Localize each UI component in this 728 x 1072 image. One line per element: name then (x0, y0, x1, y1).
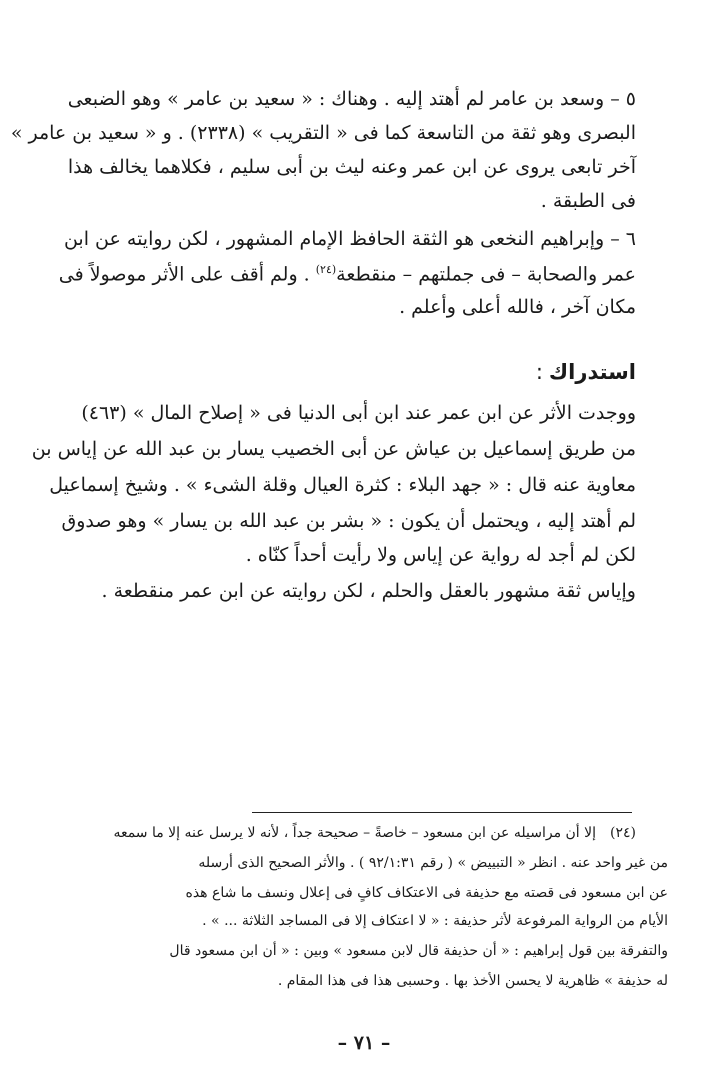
body-line-6-tail: . ولم أقف على الأثر موصولاً فى (58, 263, 310, 286)
body-line-2: البصرى وهو ثقة من التاسعة كما فى « التقريب » (٢٣٣٨) . و « سعيد بن عامر » (10, 122, 636, 144)
footnote-line-1 (113, 826, 636, 840)
body-line-6 (59, 264, 636, 284)
footnote-line-2: من غير واحد عنه . انظر « التبييض » ( رقم ٩٢/١:٣١ ) . والأثر الصحيح الذى أرسله (198, 855, 668, 871)
section-line-1: ووجدت الأثر عن ابن عمر عند ابن أبى الدنيا فى « إصلاح المال » (٤٦٣) (81, 402, 636, 424)
section-heading (536, 360, 636, 384)
section-heading-colon: : (535, 360, 543, 384)
footnote-separator (252, 812, 632, 813)
section-line-5: لكن لم أجد له رواية عن إياس ولا رأيت أحداً كنّاه . (245, 544, 636, 566)
footnote-line-1-text: إلا أن مراسيله عن ابن مسعود – خاصةً – صحيحة جداً ، لأنه لا يرسل عنه إلا ما سمعه (113, 825, 597, 841)
page-number: – ٧١ – (337, 1032, 391, 1054)
footnote-line-3: عن ابن مسعود فى قصته مع حذيفة فى الاعتكاف كافٍ فى إعلال ونسف ما شاع هذه (185, 885, 668, 901)
footnote-line-5: والتفرقة بين قول إبراهيم : « أن حذيفة قال لابن مسعود » وبين : « أن ابن مسعود قال (169, 943, 668, 959)
footnote-ref: (٢٤) (315, 263, 337, 276)
section-line-2: من طريق إسماعيل بن عياش عن أبى الخصيب يسار بن عبد الله عن إياس بن (31, 438, 636, 460)
body-line-1: ٥ – وسعد بن عامر لم أهتد إليه . وهناك : « سعيد بن عامر » وهو الضبعى (67, 88, 636, 110)
body-line-5: ٦ – وإبراهيم النخعى هو الثقة الحافظ الإمام المشهور ، لكن روايته عن ابن (63, 228, 636, 250)
section-line-4: لم أهتد إليه ، ويحتمل أن يكون : « بشر بن عبد الله بن يسار » وهو صدوق (61, 510, 636, 532)
section-line-3: معاوية عنه قال : « جهد البلاء : كثرة العيال وقلة الشىء » . وشيخ إسماعيل (49, 474, 636, 496)
body-line-3: آخر تابعى يروى عن ابن عمر وعنه ليث بن أبى سليم ، فكلاهما يخالف هذا (67, 156, 636, 178)
section-line-6: وإياس ثقة مشهور بالعقل والحلم ، لكن روايته عن ابن عمر منقطعة . (101, 580, 636, 602)
footnote-number: (٢٤) (610, 825, 636, 841)
body-line-4: فى الطبقة . (540, 190, 636, 212)
footnote-line-4: الأيام من الرواية المرفوعة لأثر حذيفة : « لا اعتكاف إلا فى المساجد الثلاثة ... » . (202, 913, 668, 929)
body-line-7: مكان آخر ، فالله أعلى وأعلم . (399, 296, 636, 318)
body-line-6-text: عمر والصحابة – فى جملتهم – منقطعة (336, 263, 636, 286)
footnote-line-6: له حذيفة » ظاهرية لا يحسن الأخذ بها . وحسبى هذا فى هذا المقام . (277, 973, 668, 989)
section-heading-text: استدراك (548, 360, 636, 384)
